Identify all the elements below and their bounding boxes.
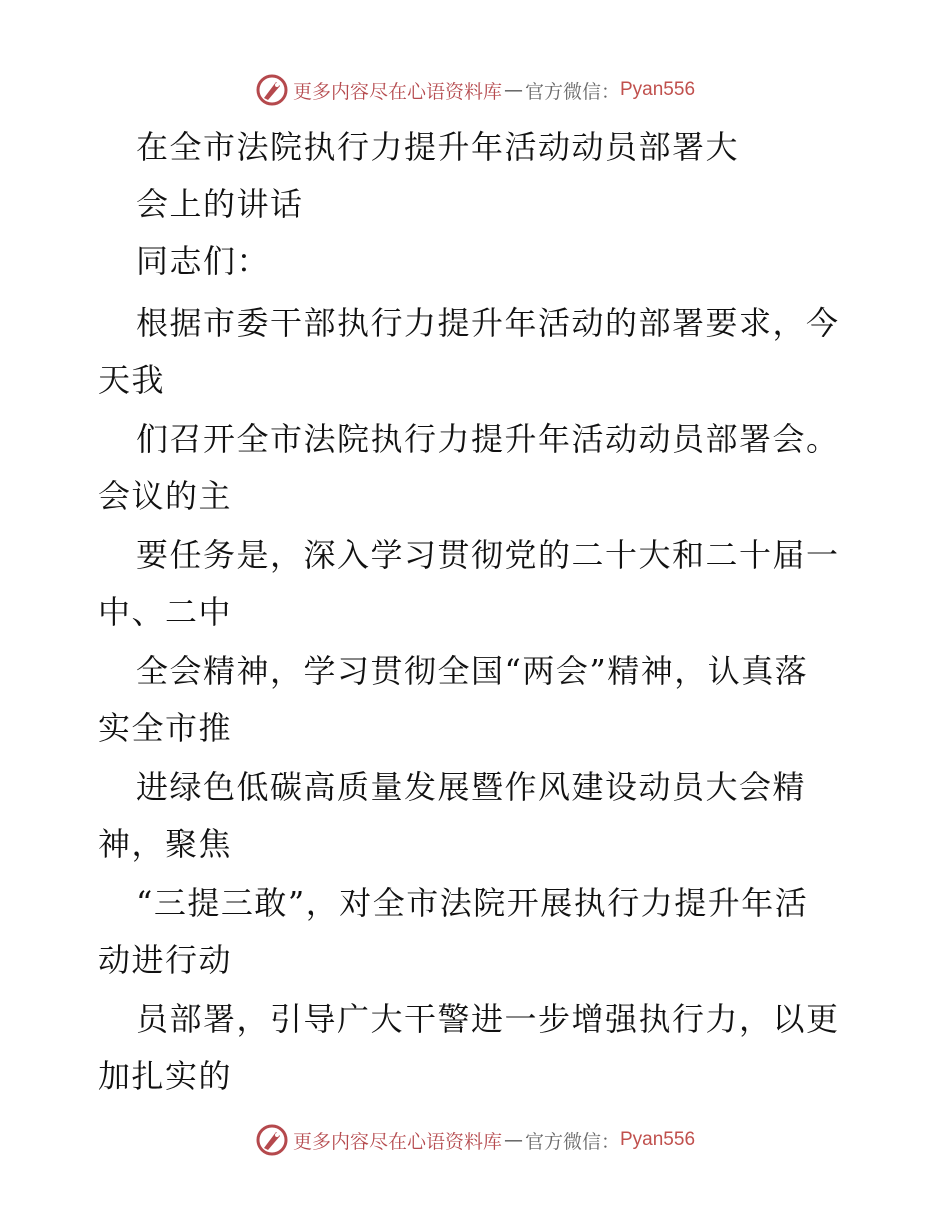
watermark-footer [0,1120,950,1160]
salutation: 同志们： [136,242,271,280]
watermark-wechat-label: 官方微信： [524,80,620,103]
body-line: 中、二中 [98,593,233,631]
body-line: 要任务是，深入学习贯彻党的二十大和二十届一 [136,536,840,574]
body-line: 员部署，引导广大干警进一步增强执行力，以更 [136,1000,840,1038]
watermark-brand-text: 更多内容尽在心语资料库 [292,1130,502,1153]
body-line: 实全市推 [98,709,233,747]
body-line: 动进行动 [98,941,233,979]
body-line: 神，聚焦 [98,825,233,863]
document-title-line-1: 在全市法院执行力提升年活动动员部署大 [136,128,740,166]
body-line: 加扎实的 [98,1057,233,1095]
document-title-line-2: 会上的讲话 [136,185,304,223]
body-line: 全会精神，学习贯彻全国“两会”精神，认真落 [136,652,809,690]
watermark-separator: — [503,1129,523,1151]
watermark-wechat-id: Pyan556 [620,1129,696,1150]
watermark-brand-text: 更多内容尽在心语资料库 [292,80,502,103]
body-line: 们召开全市法院执行力提升年活动动员部署会。 [136,420,840,458]
watermark-separator: — [503,79,523,101]
body-line: 天我 [98,361,166,399]
pen-nib-logo-icon [255,1123,289,1157]
body-line: 根据市委干部执行力提升年活动的部署要求，今 [136,304,840,342]
watermark-wechat-id: Pyan556 [620,79,696,100]
watermark-wechat-label: 官方微信： [524,1130,620,1153]
body-line: 会议的主 [98,477,233,515]
body-line: “三提三敢”，对全市法院开展执行力提升年活 [136,884,809,922]
body-line: 进绿色低碳高质量发展暨作风建设动员大会精 [136,768,807,806]
